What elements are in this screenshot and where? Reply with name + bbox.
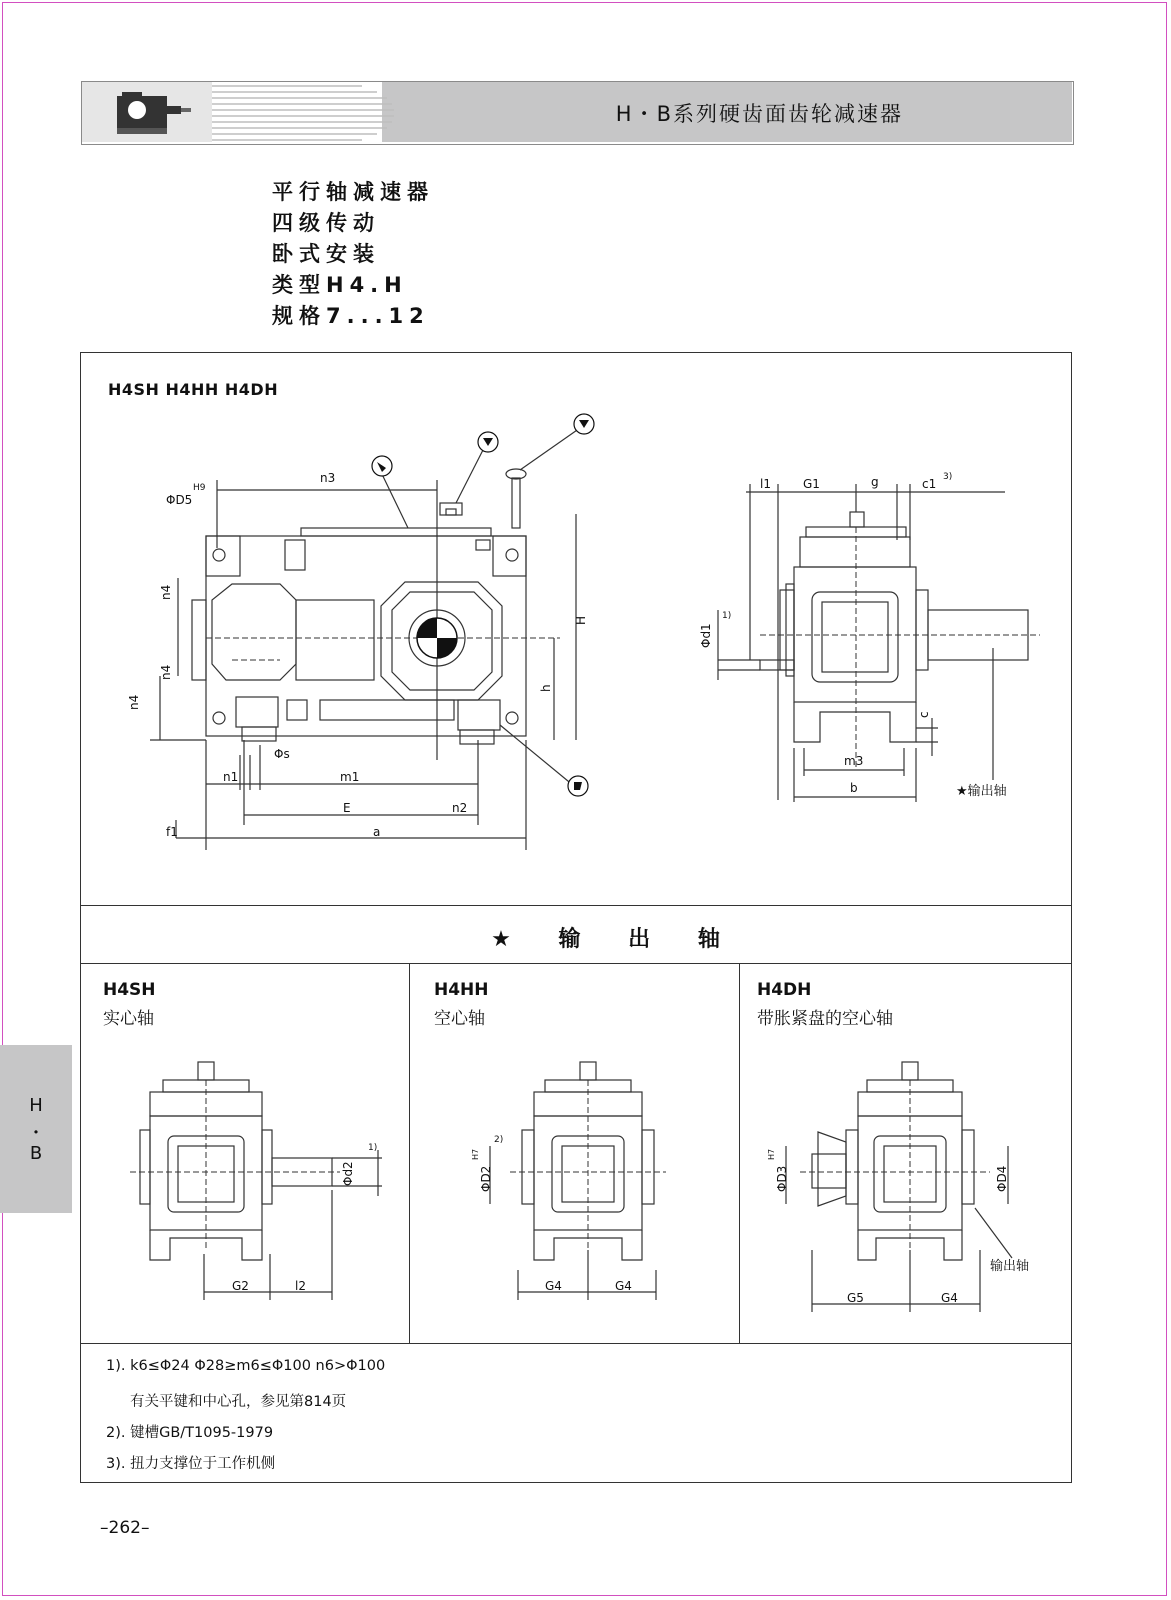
- gearbox-photo-drawing: [82, 82, 212, 142]
- h4hh-h7: H7: [471, 1148, 480, 1160]
- dim-m1: m1: [340, 770, 360, 784]
- dim-d1: Φd1: [699, 623, 713, 648]
- side-tab-top: H: [29, 1095, 43, 1116]
- dim-g: g: [871, 475, 879, 489]
- h4sh-dim-d2: Φd2: [341, 1161, 355, 1186]
- h4sh-dim-g2: G2: [232, 1279, 249, 1293]
- variant-2-model: H4HH: [434, 980, 489, 1000]
- h4hh-dim-g4-right: G4: [615, 1279, 632, 1293]
- divider-drawing: [80, 905, 1072, 906]
- variant-1-model: H4SH: [103, 980, 156, 1000]
- header-stripes: [212, 82, 482, 142]
- h4hh-dim-g4-left: G4: [545, 1279, 562, 1293]
- note-1: 1). k6≤Φ24 Φ28≥m6≤Φ100 n6>Φ100: [106, 1358, 386, 1374]
- dim-c1: c1: [922, 477, 937, 491]
- note-3-mark: 3): [943, 472, 953, 482]
- variant-3-desc: 带胀紧盘的空心轴: [757, 1009, 893, 1029]
- h4dh-output-label: 输出轴: [990, 1259, 1030, 1274]
- h4sh-dim-l2: l2: [295, 1279, 306, 1293]
- dim-n3: n3: [320, 471, 336, 485]
- spec-line-1: 平行轴减速器: [272, 180, 434, 204]
- h4dh-dim-D3: ΦD3: [775, 1165, 789, 1192]
- note-1-mark: 1): [722, 611, 732, 621]
- divider-col-2: [739, 963, 740, 1343]
- section-title: ★ 输 出 轴: [491, 927, 740, 952]
- dim-H: H: [574, 615, 588, 625]
- dim-s: Φs: [274, 747, 290, 761]
- spec-line-5: 规格7...12: [272, 304, 430, 328]
- dim-n4-top: n4: [159, 584, 173, 600]
- dim-b: b: [850, 781, 858, 795]
- h4sh-note-1: 1): [368, 1143, 378, 1153]
- dim-n4-low: n4: [127, 694, 141, 710]
- note-2: 2). 键槽GB/T1095-1979: [106, 1425, 274, 1441]
- output-shaft-label: ★输出轴: [956, 784, 1007, 799]
- header-banner: [81, 81, 1074, 145]
- dim-E: E: [343, 801, 351, 815]
- dim-d5: ΦD5: [166, 493, 193, 507]
- dim-n4-mid: n4: [159, 664, 173, 680]
- dim-l1: l1: [760, 477, 771, 491]
- spec-line-3: 卧式安装: [272, 242, 380, 266]
- dim-h: h: [539, 684, 553, 692]
- h4dh-dim-g4: G4: [941, 1291, 958, 1305]
- dim-n2: n2: [452, 801, 468, 815]
- divider-col-1: [409, 963, 410, 1343]
- divider-section: [80, 963, 1072, 964]
- header-title: H・B系列硬齿面齿轮减速器: [615, 102, 903, 126]
- variant-2-desc: 空心轴: [434, 1009, 485, 1029]
- h4dh-dim-g5: G5: [847, 1291, 864, 1305]
- main-table: [80, 352, 1072, 1483]
- side-tab: [0, 1045, 72, 1213]
- variant-3-model: H4DH: [757, 980, 812, 1000]
- note-3: 3). 扭力支撑位于工作机侧: [106, 1456, 276, 1472]
- h4hh-dim-D2: ΦD2: [479, 1165, 493, 1192]
- models-title: H4SH H4HH H4DH: [108, 380, 279, 399]
- gearbox-photo: [82, 82, 212, 142]
- page-number: –262–: [100, 1518, 150, 1538]
- dim-n1: n1: [223, 770, 239, 784]
- h4dh-h7: H7: [767, 1148, 776, 1160]
- variant-1-desc: 实心轴: [103, 1009, 154, 1029]
- note-1-sub: 有关平键和中心孔，参见第814页: [130, 1394, 347, 1410]
- dim-f1: f1: [166, 825, 178, 839]
- dim-c: c: [917, 711, 931, 718]
- spec-line-4: 类型H4.H: [272, 273, 408, 297]
- h4hh-note-2: 2): [494, 1135, 504, 1145]
- dim-m3: m3: [844, 754, 864, 768]
- divider-notes: [80, 1343, 1072, 1344]
- side-tab-bottom: B: [29, 1143, 43, 1164]
- side-tab-mid: ・: [27, 1123, 45, 1144]
- spec-line-2: 四级传动: [272, 211, 380, 235]
- h4dh-dim-D4: ΦD4: [995, 1165, 1009, 1192]
- dim-a: a: [373, 825, 381, 839]
- dim-h9: H9: [193, 483, 206, 493]
- dim-G1: G1: [803, 477, 820, 491]
